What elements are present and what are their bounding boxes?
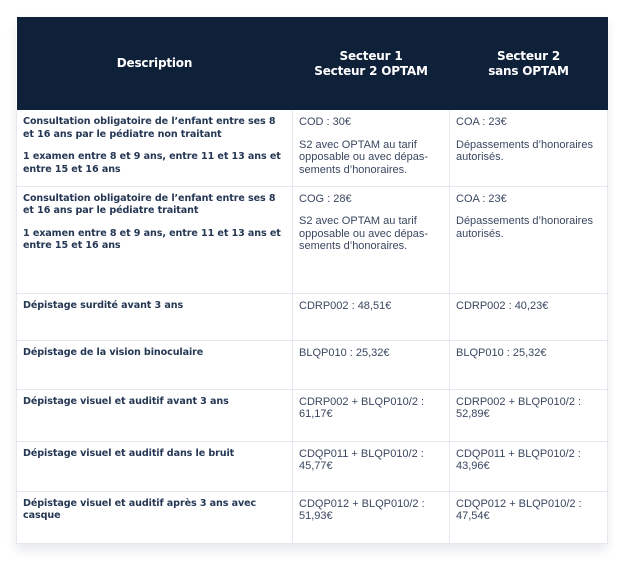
table-header-row <box>17 17 608 110</box>
table-row <box>17 186 608 293</box>
row-secteur2-value: BLQP010 : 25,32€ <box>450 340 608 389</box>
row-secteur1-value: CDQP011 + BLQP010/2 : 45,77€ <box>293 441 450 491</box>
row-description: Dépistage visuel et auditif après 3 ans avec casque <box>17 491 293 543</box>
tariff-table <box>16 17 608 544</box>
table-row <box>17 340 608 389</box>
header-secteur2-sans-optam: Secteur 2 sans OPTAM <box>450 17 608 110</box>
header-description: Description <box>17 17 293 110</box>
tariff-table-container <box>16 17 607 544</box>
table-row <box>17 441 608 491</box>
row-secteur1-value: COD : 30€ S2 avec OPTAM au tarif opposable ou avec dépas-sements d’honoraires. <box>293 110 450 186</box>
table-row <box>17 389 608 441</box>
table-row <box>17 491 608 543</box>
row-description: Consultation obligatoire de l’enfant entre ses 8 et 16 ans par le pédiatre non traitant 1 examen entre 8 et 9 ans, entre 11 et 13 ans et entre 15 et 16 ans <box>17 110 293 186</box>
row-secteur2-value: CDQP011 + BLQP010/2 : 43,96€ <box>450 441 608 491</box>
row-description: Consultation obligatoire de l’enfant entre ses 8 et 16 ans par le pédiatre traitant 1 examen entre 8 et 9 ans, entre 11 et 13 ans et entre 15 et 16 ans <box>17 186 293 293</box>
row-secteur2-value: COA : 23€ Dépassements d’honoraires autorisés. <box>450 186 608 293</box>
row-secteur1-value: CDQP012 + BLQP010/2 : 51,93€ <box>293 491 450 543</box>
row-description: Dépistage visuel et auditif dans le bruit <box>17 441 293 491</box>
row-secteur2-value: CDRP002 : 40,23€ <box>450 293 608 340</box>
row-secteur1-value: CDRP002 : 48,51€ <box>293 293 450 340</box>
row-description: Dépistage de la vision binoculaire <box>17 340 293 389</box>
row-description: Dépistage visuel et auditif avant 3 ans <box>17 389 293 441</box>
table-row <box>17 110 608 186</box>
row-secteur2-value: CDQP012 + BLQP010/2 : 47,54€ <box>450 491 608 543</box>
row-secteur1-value: CDRP002 + BLQP010/2 : 61,17€ <box>293 389 450 441</box>
row-secteur2-value: CDRP002 + BLQP010/2 : 52,89€ <box>450 389 608 441</box>
row-secteur2-value: COA : 23€ Dépassements d’honoraires autorisés. <box>450 110 608 186</box>
row-description: Dépistage surdité avant 3 ans <box>17 293 293 340</box>
table-row <box>17 293 608 340</box>
row-secteur1-value: COG : 28€ S2 avec OPTAM au tarif opposable ou avec dépas-sements d’honoraires. <box>293 186 450 293</box>
row-secteur1-value: BLQP010 : 25,32€ <box>293 340 450 389</box>
header-secteur1-optam: Secteur 1 Secteur 2 OPTAM <box>293 17 450 110</box>
